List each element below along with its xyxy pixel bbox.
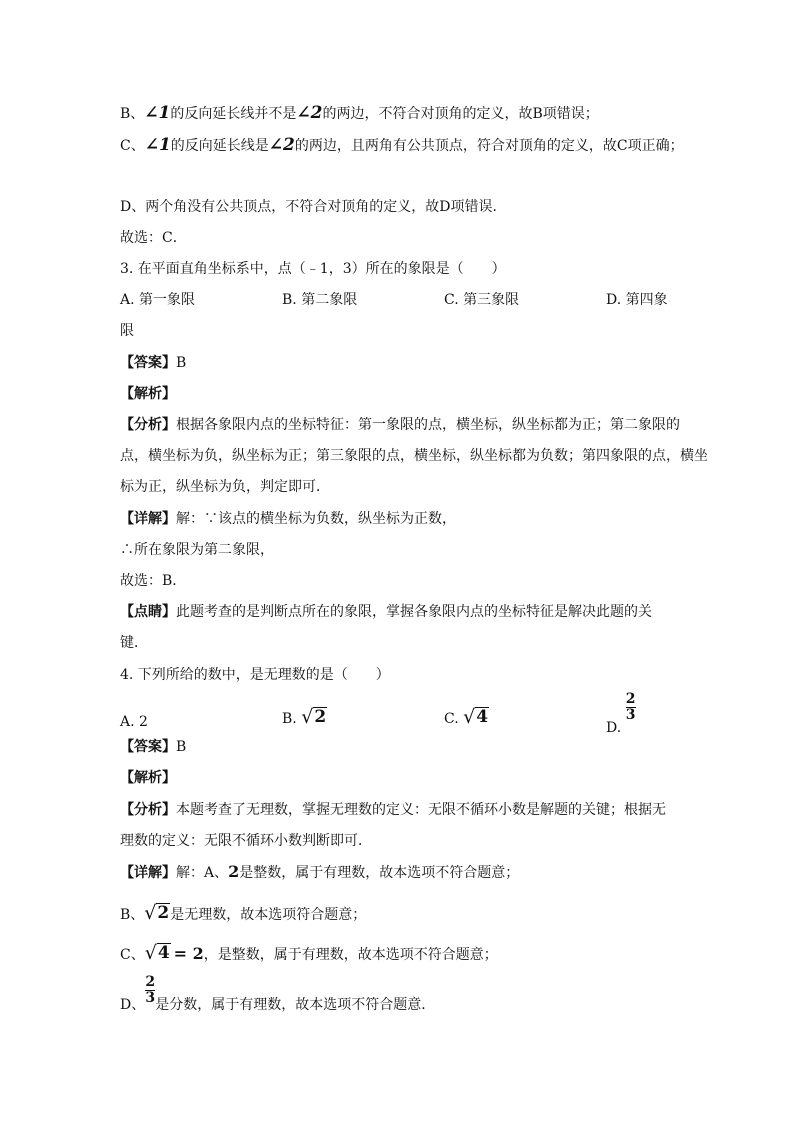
option-prefix: B、 [120,106,145,122]
answer-value: B [176,355,187,371]
fenxi-text: 根据各象限内点的坐标特征：第一象限的点，横坐标，纵坐标都为正；第二象限的 [176,417,680,433]
radicand: 2 [314,707,327,727]
q3-option-c: C. 第三象限 [444,292,520,308]
review-text: 此题考查的是判断点所在的象限，掌握各象限内点的坐标特征是解决此题的关 [176,604,652,620]
q4-fenxi-line-1 [120,801,666,819]
radical-sign-icon: √ [144,902,157,924]
solution-line-d: D、两个角没有公共顶点，不符合对顶角的定义，故D项错误． [120,199,507,215]
detail-text: 是分数，属于有理数，故本选项不符合题意． [155,996,436,1013]
detail-text: 是整数，属于有理数，故本选项不符合题意； [239,865,520,881]
solution-line-c [120,136,684,155]
fenxi-tag: 【分析】 [120,417,176,433]
angle-1-symbol: ∠1 [144,103,171,123]
detail-tag: 【详解】 [120,511,176,527]
denominator: 3 [625,707,636,723]
answer-tag: 【答案】 [120,355,176,371]
q4-detail-line-a [120,863,519,882]
q3-stem: 3. 在平面直角坐标系中，点（﹣1，3）所在的象限是（ ） [120,261,506,277]
q3-analysis-tag: 【解析】 [120,386,176,402]
q4-option-a [120,713,148,731]
review-tag: 【点睛】 [120,604,176,620]
fraction [626,692,636,723]
option-label: B. [282,711,297,727]
q4-detail-line-c [120,943,498,964]
detail-text: 解：A、 [176,865,229,881]
radicand: 4 [476,707,489,727]
option-label: C. [444,711,459,727]
sqrt-expression [463,707,489,726]
math-value: 2 [228,862,240,881]
sqrt-expression [301,707,327,726]
q3-fenxi-line-1 [120,416,680,434]
solution-line-b [120,104,599,123]
q4-option-b [282,707,327,728]
q3-option-a: A. 第一象限 [120,292,196,308]
radicand: 2 [157,903,170,923]
sqrt-expression [145,943,171,962]
radicand: 4 [157,943,170,963]
answer-tag: 【答案】 [120,739,176,755]
sqrt-expression [144,903,170,922]
q3-option-d: D. 第四象 [606,292,668,308]
option-prefix: C、 [120,138,145,154]
numerator: 2 [625,691,636,707]
solution-text: 的两边，且两角有公共顶点，符合对顶角的定义，故C项正确； [294,138,684,154]
equals-value: = 2 [173,944,204,963]
q3-answer [120,354,186,372]
q3-fenxi-line-3: 标为正，纵坐标为负，判定即可． [120,479,330,495]
radical-sign-icon: √ [144,942,157,964]
option-label: A. [120,714,135,730]
option-prefix: C、 [120,947,145,963]
fraction [145,975,155,1006]
q4-fenxi-line-2: 理数的定义：无限不循环小数判断即可． [120,833,372,849]
q4-detail-line-b [120,903,366,924]
q4-answer [120,738,186,756]
q3-review-line-2: 键． [120,635,148,651]
angle-2-symbol: ∠2 [268,135,295,155]
fenxi-text: 本题考查了无理数，掌握无理数的定义：无限不循环小数是解题的关键；根据无 [176,802,666,818]
detail-text: 解：∵该点的横坐标为负数，纵坐标为正数， [176,511,456,527]
detail-tag: 【详解】 [120,865,176,881]
option-prefix: B、 [120,907,145,923]
denominator: 3 [145,990,156,1006]
angle-2-symbol: ∠2 [296,103,323,123]
numerator: 2 [145,974,156,990]
detail-text: 是无理数，故本选项符合题意； [170,907,367,923]
radical-sign-icon: √ [463,706,476,728]
angle-1-symbol: ∠1 [144,135,171,155]
option-label: D. [606,720,622,736]
solution-text: 的两边，不符合对顶角的定义，故B项错误； [322,106,599,122]
answer-value: B [176,739,187,755]
option-prefix: D、 [120,996,146,1013]
choice-line: 故选：C． [120,230,187,246]
q4-stem: 4. 下列所给的数中，是无理数的是（ ） [120,667,390,683]
q4-option-c [444,707,489,728]
option-value: 2 [139,714,148,730]
q4-analysis-tag: 【解析】 [120,770,176,786]
q4-option-d [606,691,636,736]
radical-sign-icon: √ [301,706,314,728]
q3-detail-line-1 [120,510,456,528]
q4-detail-line-d [120,974,436,1013]
q3-fenxi-line-2: 点，横坐标为负，纵坐标为正；第三象限的点，横坐标，纵坐标都为负数；第四象限的点，横坐 [120,448,708,464]
q3-choice: 故选：B． [120,573,187,589]
solution-text: 的反向延长线并不是 [170,106,297,122]
q3-option-d-wrap: 限 [120,323,134,339]
detail-text: ，是整数，属于有理数，故本选项不符合题意； [203,947,498,963]
q3-detail-line-2: ∴所在象限为第二象限， [120,542,274,558]
solution-text: 的反向延长线是 [170,138,269,154]
q3-option-b: B. 第二象限 [282,292,358,308]
q3-review-line-1 [120,603,652,621]
fenxi-tag: 【分析】 [120,802,176,818]
